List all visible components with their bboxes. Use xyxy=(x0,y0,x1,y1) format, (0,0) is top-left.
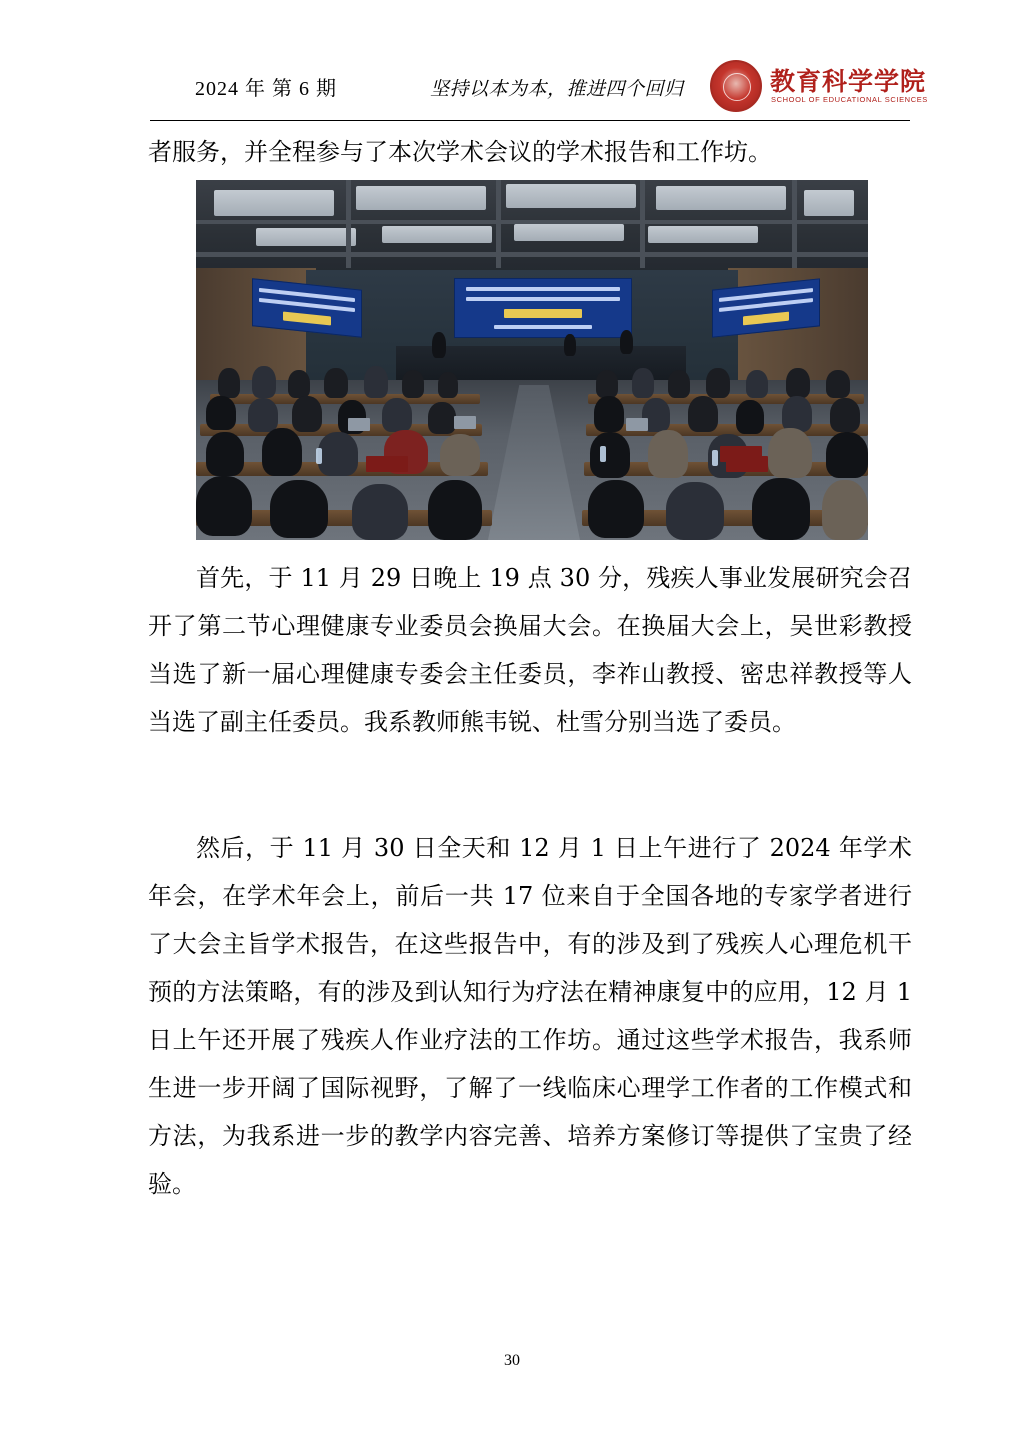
paragraph-then: 然后，于 11 月 30 日全天和 12 月 1 日上午进行了 2024 年学术年会，在学术年会上，前后一共 17 位来自于全国各地的专家学者进行了大会主旨学术报告，在这些报告中，有的涉及到了残疾人心理危机干预的方法策略，有的涉及到认知行为疗法在精神康复中的应用，12 月 1 日上午还开展了残疾人作业疗法的工作坊。通过这些学术报告，我系师生进一步开阔了国际视野，了解了一线临床心理学工作者的工作模式和方法，为我系进一步的教学内容完善、培养方案修订等提供了宝贵了经验。 xyxy=(148,834,912,1198)
paragraph-first: 首先，于 11 月 29 日晚上 19 点 30 分，残疾人事业发展研究会召开了第二节心理健康专业委员会换届大会。在换届大会上，吴世彩教授当选了新一届心理健康专委会主任委员，李祚山教授、密忠祥教授等人当选了副主任委员。我系教师熊韦锐、杜雪分别当选了委员。 xyxy=(148,564,912,736)
header-divider xyxy=(150,120,910,121)
header-issue: 2024 年 第 6 期 xyxy=(195,78,337,100)
school-name-en: SCHOOL OF EDUCATIONAL SCIENCES xyxy=(771,95,928,104)
paragraph-lead: 者服务，并全程参与了本次学术会议的学术报告和工作坊。 xyxy=(148,138,772,166)
school-name-cn: 教育科学学院 xyxy=(770,67,927,96)
photo-main-projection-screen xyxy=(454,278,632,338)
school-logo xyxy=(710,58,928,116)
conference-photo xyxy=(196,180,868,540)
page-number: 30 xyxy=(504,1352,520,1369)
header-slogan: 坚持以本为本，推进四个回归 xyxy=(430,78,684,100)
school-emblem-icon xyxy=(710,60,762,112)
photo-ceiling xyxy=(196,180,868,272)
page-header xyxy=(150,58,928,120)
